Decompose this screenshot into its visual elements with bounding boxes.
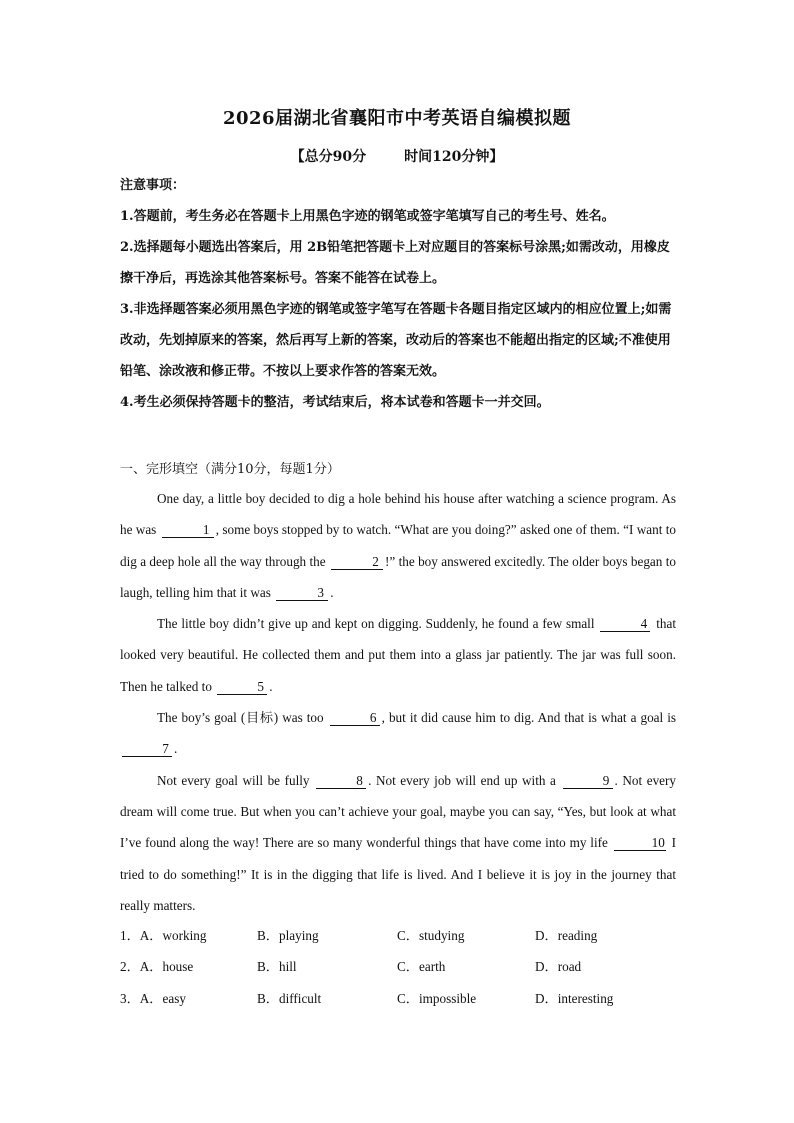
question-number: 2． — [120, 959, 140, 975]
notice-item: 1.答题前，考生务必在答题卡上用黑色字迹的钢笔或签字笔填写自己的考生号、姓名。 — [120, 209, 615, 224]
option-c: C．impossible — [397, 990, 477, 1006]
option-d: D．interesting — [535, 990, 614, 1006]
question-choice-a — [120, 983, 186, 1014]
option-b: B．hill — [257, 959, 297, 975]
passage-text: . — [330, 584, 334, 600]
paragraph-3 — [120, 702, 676, 765]
passage-text: I tried to do something!” It is in the digging that life is lived. And I believe it is joy in the journey that really matters. — [120, 835, 677, 913]
exam-time: 时间120分钟】 — [404, 149, 504, 165]
passage-text: . — [174, 741, 178, 757]
question-row — [120, 983, 680, 1014]
question-choice-a — [120, 951, 193, 982]
question-row — [120, 951, 680, 982]
question-row — [120, 920, 680, 951]
option-a: A．working — [139, 928, 207, 943]
paragraph-2 — [120, 608, 676, 702]
question-number: 3． — [120, 990, 140, 1006]
blank-10: 10 — [614, 835, 666, 851]
passage-text: . — [269, 678, 273, 694]
blank-6: 6 — [330, 710, 380, 726]
blank-5: 5 — [217, 679, 267, 695]
passage-text: that looked very beautiful. He collected them and put them into a glass jar patiently. The jar was full soon. Then he talked to — [120, 616, 677, 694]
question-options — [120, 920, 680, 1014]
blank-7: 7 — [122, 741, 172, 757]
question-number: 1． — [120, 928, 140, 943]
paragraph-1 — [120, 483, 676, 608]
blank-9: 9 — [563, 773, 613, 789]
notice-heading: 注意事项： — [120, 178, 186, 193]
passage-text: . Not every job will end up with a — [368, 772, 556, 788]
passage-text: , some boys stopped by to watch. “What are you doing?” asked one of them. “I want to dig a deep hole all the way through the — [120, 522, 676, 569]
option-a: A．house — [139, 959, 194, 975]
passage-text: Not every goal will be fully — [157, 772, 310, 788]
passage-text: The boy’s goal (目标) was too — [157, 710, 324, 726]
option-b: B．playing — [257, 928, 319, 943]
blank-8: 8 — [316, 773, 366, 789]
notice-item: 2.选择题每小题选出答案后，用 2B铅笔把答题卡上对应题目的答案标号涂黑;如需改动，用橡皮擦干净后，再选涂其他答案标号。答案不能答在试卷上。 — [120, 240, 670, 286]
cloze-passage — [120, 483, 676, 921]
option-c: C．earth — [397, 959, 446, 975]
blank-1: 1 — [162, 522, 214, 538]
notice-item: 3.非选择题答案必须用黑色字迹的钢笔或签字笔写在答题卡各题目指定区域内的相应位置上;如需改动，先划掉原来的答案，然后再写上新的答案，改动后的答案也不能超出指定的区域;不准使用铅笔、涂改液和修正带。不按以上要求作答的答案无效。 — [120, 302, 672, 379]
notice-item: 4.考生必须保持答题卡的整洁，考试结束后，将本试卷和答题卡一并交回。 — [120, 395, 550, 410]
option-b: B．difficult — [257, 990, 322, 1006]
section-heading: 一、完形填空（满分10分，每题1分） — [120, 462, 340, 477]
blank-2: 2 — [331, 554, 383, 570]
option-d: D．reading — [535, 928, 598, 943]
blank-3: 3 — [276, 585, 328, 601]
option-a: A．easy — [139, 990, 186, 1006]
passage-text: . Not every dream will come true. But when you can’t achieve your goal, maybe you can say, “Yes, but look at what I’ve found along the way! There are so many wonderful things that have come into my life — [120, 772, 677, 851]
passage-text: One day, a little boy decided to dig a hole behind his house after watching a science program. As he was — [120, 491, 676, 538]
exam-title: 2026届湖北省襄阳市中考英语自编模拟题 — [222, 108, 572, 129]
exam-subtitle — [0, 146, 794, 166]
option-d: D．road — [535, 959, 582, 975]
blank-4: 4 — [600, 616, 650, 632]
passage-text: !” the boy answered excitedly. The older boys began to laugh, telling him that it was — [120, 553, 677, 600]
notice-list — [120, 201, 680, 418]
paragraph-4 — [120, 765, 676, 921]
passage-text: , but it did cause him to dig. And that is what a goal is — [381, 710, 677, 726]
question-choice-a — [120, 920, 206, 951]
total-score: 【总分90分 — [290, 149, 367, 165]
option-c: C．studying — [397, 928, 465, 943]
passage-text: The little boy didn’t give up and kept on digging. Suddenly, he found a few small — [157, 616, 595, 632]
